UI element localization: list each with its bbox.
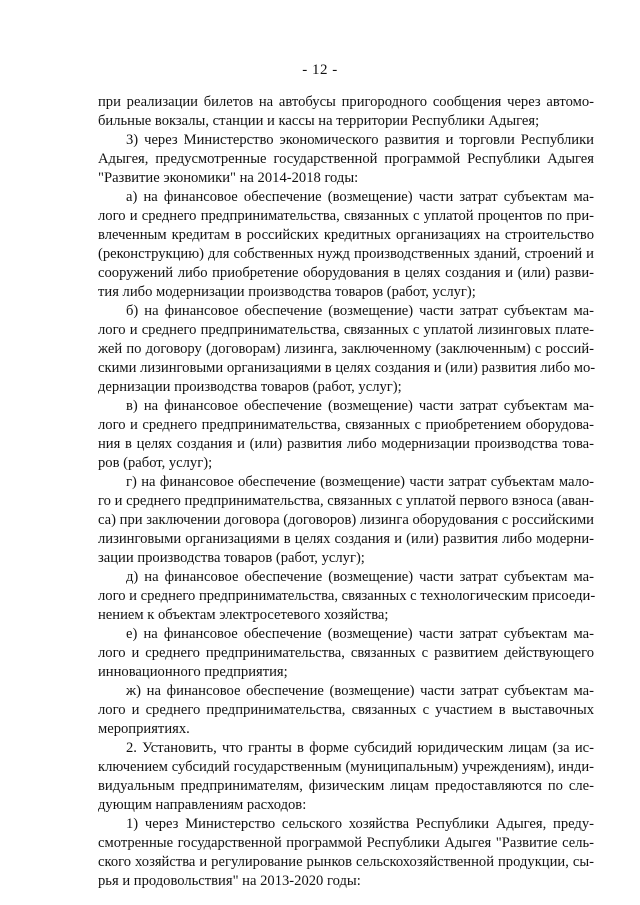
text-line: при реализации билетов на автобусы пригородного сообщения через автомо- xyxy=(98,94,594,110)
text-line: а) на финансовое обеспечение (возмещение) части затрат субъектам ма- xyxy=(126,189,594,205)
text-line: "Развитие экономики" на 2014-2018 годы: xyxy=(98,170,359,186)
text-line: ния в целях создания и (или) развития либо модернизации производства това- xyxy=(98,436,594,452)
text-line: ключением субсидий государственным (муниципальным) учреждениям), инди- xyxy=(98,759,594,775)
text-line: 3) через Министерство экономического развития и торговли Республики xyxy=(126,132,594,148)
text-line: ского хозяйства и регулирование рынков сельскохозяйственной продукции, сы- xyxy=(98,854,594,870)
text-line: д) на финансовое обеспечение (возмещение) части затрат субъектам ма- xyxy=(126,569,594,585)
text-line: лизинговыми организациями в целях создания и (или) развития либо модерни- xyxy=(98,531,594,547)
text-line: смотренные государственной программой Республики Адыгея "Развитие сель- xyxy=(98,835,594,851)
paragraph xyxy=(98,568,594,625)
text-line: лого и среднего предпринимательства, связанных с уплатой лизинговых плате- xyxy=(98,322,594,338)
paragraph xyxy=(98,302,594,397)
text-line: нением к объектам электросетевого хозяйства; xyxy=(98,607,389,623)
paragraph xyxy=(98,131,594,188)
text-line: (реконструкцию) для собственных нужд производственных зданий, строений и xyxy=(98,246,594,262)
text-line: тия либо модернизации производства товаров (работ, услуг); xyxy=(98,284,476,300)
paragraph xyxy=(98,739,594,815)
text-line: го и среднего предпринимательства, связанных с уплатой первого взноса (аван- xyxy=(98,493,594,509)
text-line: сооружений либо приобретение оборудования в целях создания и (или) разви- xyxy=(98,265,594,281)
text-line: дующим направлениям расходов: xyxy=(98,797,307,813)
paragraph xyxy=(98,682,594,739)
text-line: влеченным кредитам в российских кредитных организациях на строительство xyxy=(98,227,594,243)
text-line: 2. Установить, что гранты в форме субсидий юридическим лицам (за ис- xyxy=(126,740,594,756)
text-line: лого и среднего предпринимательства, связанных с технологическим присоеди- xyxy=(98,588,596,604)
text-line: дернизации производства товаров (работ, услуг); xyxy=(98,379,402,395)
text-line: зации производства товаров (работ, услуг); xyxy=(98,550,365,566)
text-line: бильные вокзалы, станции и кассы на территории Республики Адыгея; xyxy=(98,113,540,129)
text-line: г) на финансовое обеспечение (возмещение) части затрат субъектам мало- xyxy=(126,474,594,490)
text-line: инновационного предприятия; xyxy=(98,664,288,680)
text-line: в) на финансовое обеспечение (возмещение) части затрат субъектам ма- xyxy=(126,398,594,414)
paragraph xyxy=(98,188,594,302)
page-number: - 12 - xyxy=(302,62,338,78)
text-line: лого и среднего предпринимательства, связанных с развитием действующего xyxy=(98,645,594,661)
paragraph xyxy=(98,815,594,891)
text-line: мероприятиях. xyxy=(98,721,190,737)
text-line: рья и продовольствия" на 2013-2020 годы: xyxy=(98,873,361,889)
text-line: лого и среднего предпринимательства, связанных с участием в выставочных xyxy=(98,702,594,718)
text-line: са) при заключении договора (договоров) лизинга оборудования с российскими xyxy=(98,512,594,528)
text-line: ров (работ, услуг); xyxy=(98,455,213,471)
paragraph xyxy=(98,625,594,682)
paragraph xyxy=(98,93,594,131)
document-body xyxy=(98,93,594,891)
text-line: 1) через Министерство сельского хозяйства Республики Адыгея, преду- xyxy=(126,816,594,832)
paragraph xyxy=(98,397,594,473)
text-line: видуальным предпринимателям, физическим лицам предоставляются по сле- xyxy=(98,778,594,794)
text-line: ж) на финансовое обеспечение (возмещение) части затрат субъектам ма- xyxy=(126,683,594,699)
text-line: е) на финансовое обеспечение (возмещение) части затрат субъектам ма- xyxy=(126,626,594,642)
text-line: Адыгея, предусмотренные государственной программой Республики Адыгея xyxy=(98,151,594,167)
text-line: лого и среднего предпринимательства, связанных с уплатой процентов по при- xyxy=(98,208,594,224)
text-line: б) на финансовое обеспечение (возмещение) части затрат субъектам ма- xyxy=(126,303,594,319)
text-line: жей по договору (договорам) лизинга, заключенному (заключенным) с россий- xyxy=(98,341,594,357)
text-line: скими лизинговыми организациями в целях создания и (или) развития либо мо- xyxy=(98,360,596,376)
paragraph xyxy=(98,473,594,568)
text-line: лого и среднего предпринимательства, связанных с приобретением оборудова- xyxy=(98,417,594,433)
